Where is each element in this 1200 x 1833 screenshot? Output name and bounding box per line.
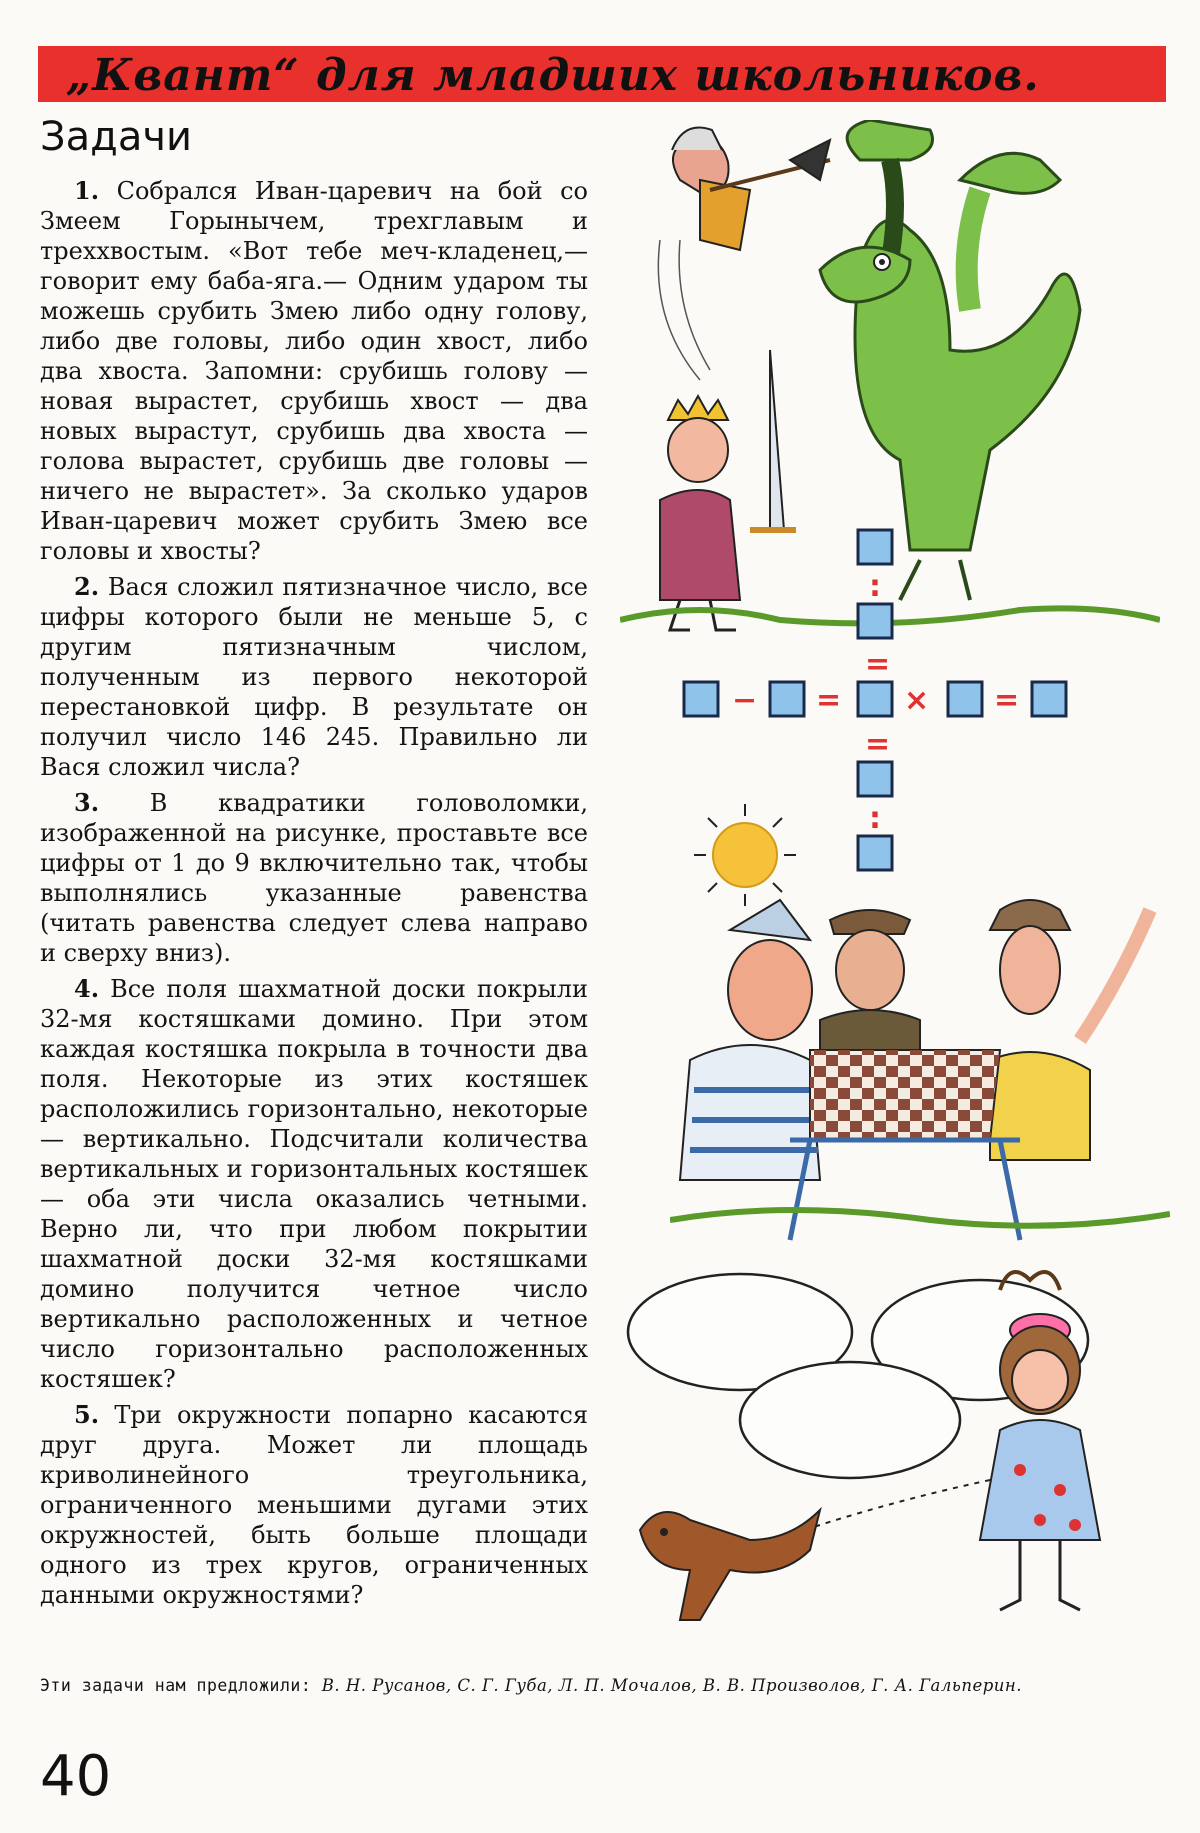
puzzle-square[interactable] bbox=[858, 762, 892, 796]
speech-bubble bbox=[740, 1362, 960, 1478]
puzzle-operator: = bbox=[816, 683, 842, 718]
girl-dog-illustration bbox=[620, 1270, 1170, 1640]
problem-4 bbox=[40, 974, 588, 1394]
problem-text: Все поля шахматной доски покрыли 32-мя костяшками домино. При этом каждая костяшка покрыла в точности два поля. Некоторые из этих костяшек расположились горизонтально, некоторые — вертикально. Подсчитали количества вертикальных и горизонтальных костяшек — оба эти числа оказались четными. Верно ли, что при любом покрытии шахматной доски 32-мя костяшками домино получится четное число вертикально расположенных и четное число горизонтально расположенных костяшек? bbox=[40, 975, 588, 1393]
puzzle-operator: = bbox=[865, 647, 891, 682]
puzzle-square[interactable] bbox=[858, 682, 892, 716]
puzzle-square[interactable] bbox=[948, 682, 982, 716]
puzzle-operator: : bbox=[869, 801, 881, 836]
problems-list bbox=[40, 176, 588, 1616]
problem-text: Три окружности попарно касаются друг друга. Может ли площадь криволинейного треугольника, ограниченного меньшими дугами этих окружностей, быть больше площади одного из трех кругов, ограниченных данными окружностями? bbox=[40, 1401, 588, 1609]
problem-text: Собрался Иван-царевич на бой со Змеем Горынычем, трехглавым и треххвостым. «Вот тебе меч-кладенец,— говорит ему баба-яга.— Одним ударом ты можешь срубить Змею либо одну голову, либо две головы, либо один хвост, либо два хвоста. Запомни: срубишь голову — новая вырастет, срубишь хвост — два новых вырастут, срубишь два хвоста — голова вырастет, срубишь две головы — ничего не вырастет». За сколько ударов Иван-царевич может срубить Змею все головы и хвосты? bbox=[40, 177, 588, 565]
header-banner bbox=[38, 46, 1166, 102]
dog-drawing bbox=[640, 1510, 820, 1620]
problem-number: 3. bbox=[74, 788, 100, 817]
chess-players-illustration bbox=[670, 890, 1170, 1250]
puzzle-operator: = bbox=[865, 727, 891, 762]
puzzle-operator: : bbox=[869, 569, 881, 604]
credits-intro: Эти задачи нам предложили: bbox=[40, 1676, 312, 1695]
problem-number: 1. bbox=[74, 176, 100, 205]
credits bbox=[40, 1674, 1170, 1697]
puzzle-square[interactable] bbox=[858, 836, 892, 870]
player-hat-drawing bbox=[990, 900, 1150, 1160]
page-number: 40 bbox=[40, 1744, 112, 1809]
puzzle-square[interactable] bbox=[858, 604, 892, 638]
problem-text: В квадратики головоломки, изображенной на рисунке, проставьте все цифры от 1 до 9 включительно так, чтобы выполнялись указанные равенства (читать равенства следует слева направо и сверху вниз). bbox=[40, 789, 588, 967]
puzzle-square[interactable] bbox=[1032, 682, 1066, 716]
puzzle-operator: × bbox=[904, 683, 930, 718]
problem-3 bbox=[40, 788, 588, 968]
problem-number: 4. bbox=[74, 974, 100, 1003]
puzzle-square[interactable] bbox=[684, 682, 718, 716]
puzzle-operator: = bbox=[994, 683, 1020, 718]
chessboard-drawing bbox=[810, 1050, 1000, 1140]
puzzle-square[interactable] bbox=[770, 682, 804, 716]
problem-number: 5. bbox=[74, 1400, 100, 1429]
credits-authors: В. Н. Русанов, С. Г. Губа, Л. П. Мочалов, В. В. Произволов, Г. А. Гальперин. bbox=[321, 1676, 1023, 1695]
banner-title: „Квант“ для младших школьников. bbox=[66, 50, 1040, 101]
puzzle-square[interactable] bbox=[858, 530, 892, 564]
problem-number: 2. bbox=[74, 572, 100, 601]
problem-text: Вася сложил пятизначное число, все цифры которого были не меньше 5, с другим пятизначным числом, полученным из первого некоторой перестановкой цифр. В результате он получил число 146 245. Правильно ли Вася сложил числа? bbox=[40, 573, 588, 781]
puzzle-operator: − bbox=[732, 683, 758, 718]
section-title: Задачи bbox=[40, 114, 192, 160]
baba-yaga-drawing bbox=[658, 128, 830, 381]
problem-1 bbox=[40, 176, 588, 566]
problem-5 bbox=[40, 1400, 588, 1610]
problem-2 bbox=[40, 572, 588, 782]
